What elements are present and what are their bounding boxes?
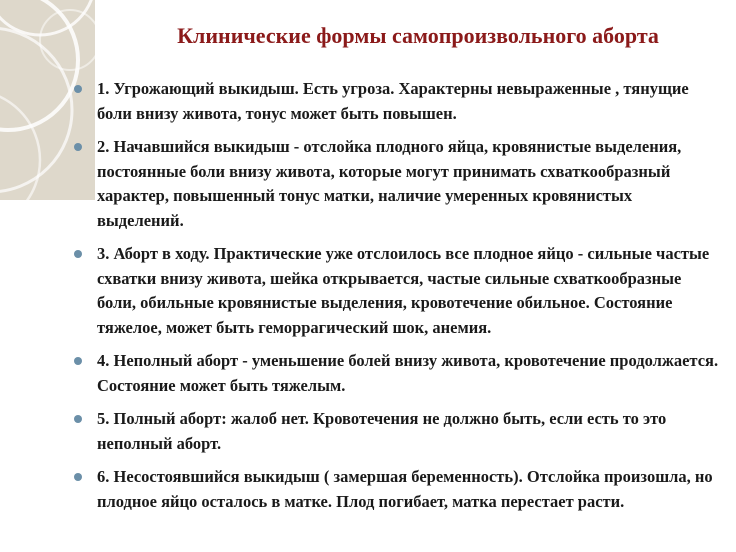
list-item [70, 242, 720, 340]
list-item [70, 407, 720, 456]
list-item [70, 465, 720, 514]
list-item [70, 135, 720, 233]
list-item [70, 77, 720, 126]
bullet-icon [74, 250, 82, 258]
forms-list [70, 77, 720, 523]
list-item-text: 3. Аборт в ходу. Практические уже отслоилось все плодное яйцо - сильные частые схватки внизу живота, шейка открывается, частые сильные схваткообразные боли, обильные кровянистые выделения, кровотечение обильное. Состояние тяжелое, может быть геморрагический шок, анемия. [97, 244, 710, 337]
bullet-icon [74, 357, 82, 365]
list-item [70, 349, 720, 398]
bullet-icon [74, 85, 82, 93]
bullet-icon [74, 473, 82, 481]
bullet-icon [74, 415, 82, 423]
list-item-text: 1. Угрожающий выкидыш. Есть угроза. Характерны невыраженные , тянущие боли внизу живота, тонус может быть повышен. [97, 79, 689, 123]
list-item-text: 4. Неполный аборт - уменьшение болей внизу живота, кровотечение продолжается. Состояние может быть тяжелым. [97, 351, 719, 395]
list-item-text: 2. Начавшийся выкидыш - отслойка плодного яйца, кровянистые выделения, постоянные боли внизу живота, которые могут принимать схваткообразный характер, повышенный тонус матки, наличие умеренных кровянистых выделений. [97, 137, 682, 230]
slide-title: Клинические формы самопроизвольного аборта [177, 23, 659, 48]
list-item-text: 6. Несостоявшийся выкидыш ( замершая беременность). Отслойка произошла, но плодное яйцо осталось в матке. Плод погибает, матка перестает расти. [97, 467, 713, 511]
list-item-text: 5. Полный аборт: жалоб нет. Кровотечения не должно быть, если есть то это неполный аборт. [97, 409, 667, 453]
bullet-icon [74, 143, 82, 151]
